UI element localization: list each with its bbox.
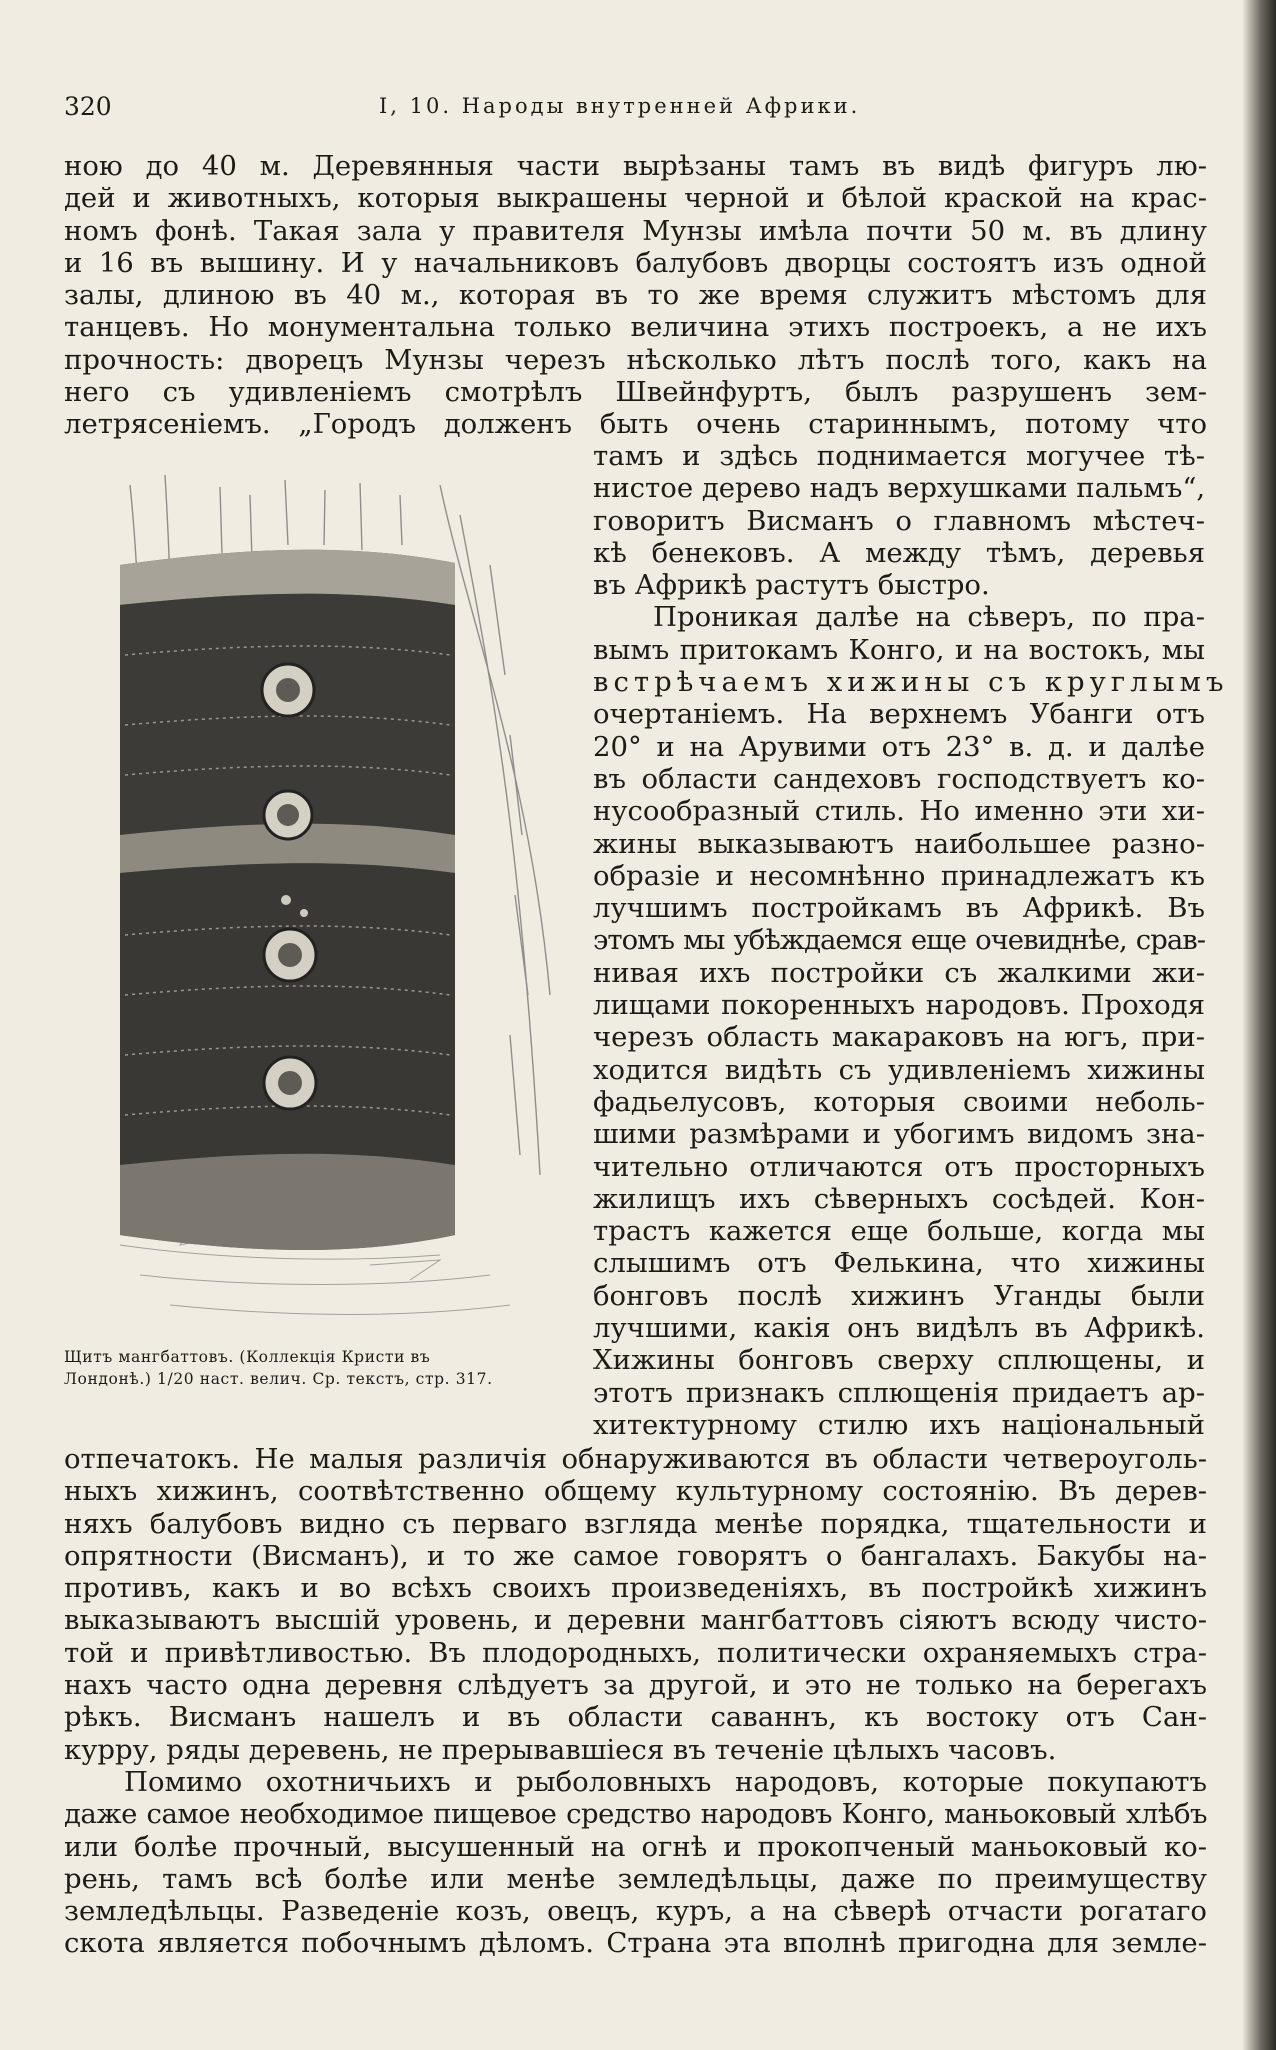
text-line: кѣ бенековъ. А между тѣмъ, деревья [593, 536, 1205, 569]
page-header [64, 92, 1214, 132]
text-line: залы, длиною въ 40 м., которая въ то же время служитъ мѣстомъ для [64, 279, 1207, 312]
text-line: этомъ мы убѣждаемся еще очевиднѣе, срав- [593, 924, 1205, 957]
text-line: шими размѣрами и убогимъ видомъ зна- [593, 1118, 1205, 1151]
text-line: въ Африкѣ растутъ быстро. [593, 569, 990, 602]
text-line: курру, ряды деревень, не прерывавшіеся въ теченіе цѣлыхъ часовъ. [64, 1733, 1057, 1766]
text-line: Хижины бонговъ сверху сплющены, и [593, 1344, 1205, 1377]
text-line: вымъ притокамъ Конго, и на востокъ, мы [593, 633, 1205, 666]
paragraph-top [64, 150, 1207, 441]
text-line: нистое дерево надъ верхушками пальмъ“, [593, 472, 1206, 505]
paragraph-right-column [593, 440, 1229, 1441]
text-line: нивая ихъ постройки съ жалкими жи- [593, 956, 1205, 989]
text-line: въ области сандеховъ господствуетъ ко- [593, 762, 1205, 795]
text-line: слышимъ отъ Фелькина, что хижины [593, 1247, 1205, 1280]
shield-icon [110, 475, 580, 1345]
running-head: I, 10. Народы внутренней Африки. [379, 94, 861, 118]
text-line: чительно отличаются отъ просторныхъ [593, 1150, 1205, 1183]
text-line: дей и животныхъ, которыя выкрашены черной и бѣлой краской на крас- [64, 182, 1207, 215]
text-line: или болѣе прочный, высушенный на огнѣ и прокопченый маньоковый ко- [64, 1830, 1207, 1863]
paragraph-bottom [64, 1443, 1207, 1766]
text-line: встрѣчаемъ хижины съ круглымъ [593, 666, 1229, 699]
text-line: номъ фонѣ. Такая зала у правителя Мунзы имѣла почти 50 м. въ длину [64, 214, 1207, 247]
text-line: земледѣльцы. Разведеніе козъ, овецъ, куръ, а на сѣверѣ отчасти рогатаго [64, 1895, 1207, 1928]
text-line: лучшимъ постройкамъ въ Африкѣ. Въ [593, 892, 1205, 925]
paragraph-last [64, 1766, 1207, 1960]
shield-illustration [110, 475, 580, 1345]
text-line: той и привѣтливостью. Въ плодородныхъ, политически охраняемыхъ стра- [64, 1636, 1207, 1669]
text-line: скота является побочнымъ дѣломъ. Страна эта вполнѣ пригодна для земле- [64, 1927, 1207, 1960]
caption-line: Лондонѣ.) 1/20 наст. велич. Ср. текстъ, стр. 317. [64, 1370, 493, 1388]
text-line: танцевъ. Но монументальна только величина этихъ построекъ, а не ихъ [64, 311, 1207, 344]
text-line: этотъ признакъ сплющенія придаетъ ар- [593, 1376, 1205, 1409]
text-line: фадьелусовъ, которыя своими неболь- [593, 1085, 1205, 1118]
text-line: черезъ область макараковъ на югъ, при- [593, 1021, 1205, 1054]
text-line: говоритъ Висманъ о главномъ мѣстеч- [593, 504, 1205, 537]
text-line: няхъ балубовъ видно съ перваго взгляда менѣе порядка, тщательности и [64, 1507, 1207, 1540]
text-line: ною до 40 м. Деревянныя части вырѣзаны тамъ въ видѣ фигуръ лю- [64, 150, 1207, 182]
text-line: тамъ и здѣсь поднимается могучее тѣ- [593, 440, 1205, 472]
text-line: нусообразный стиль. Но именно эти хи- [593, 795, 1205, 828]
text-line: очертаніемъ. На верхнемъ Убанги отъ [593, 698, 1205, 731]
text-line: трастъ кажется еще больше, когда мы [593, 1215, 1205, 1248]
text-line: него съ удивленіемъ смотрѣлъ Швейнфуртъ, былъ разрушенъ зем- [64, 376, 1207, 409]
text-line: хитектурному стилю ихъ національный [593, 1408, 1205, 1441]
text-line: нахъ часто одна деревня слѣдуетъ за другой, и это не только на берегахъ [64, 1669, 1207, 1702]
text-line: бонговъ послѣ хижинъ Уганды были [593, 1279, 1205, 1312]
text-line: опрятности (Висманъ), и то же самое говорятъ о бангалахъ. Бакубы на- [64, 1539, 1207, 1572]
text-line: Проникая далѣе на сѣверъ, по пра- [653, 601, 1205, 634]
text-line: летрясеніемъ. „Городъ долженъ быть очень стариннымъ, потому что [64, 408, 1207, 441]
page-number: 320 [64, 92, 112, 121]
text-line: отпечатокъ. Не малыя различія обнаруживаются въ области четвероуголь- [64, 1443, 1207, 1475]
text-line: образіе и несомнѣнно принадлежатъ къ [593, 859, 1205, 892]
text-line: прочность: дворецъ Мунзы черезъ нѣсколько лѣтъ послѣ того, какъ на [64, 343, 1207, 376]
text-line: лищами покоренныхъ народовъ. Проходя [593, 989, 1205, 1022]
text-line: лучшими, какія онъ видѣлъ въ Африкѣ. [593, 1312, 1205, 1345]
text-line: ныхъ хижинъ, соотвѣтственно общему культурному состоянію. Въ дерев- [64, 1475, 1207, 1508]
text-line: рень, тамъ всѣ болѣе или менѣе земледѣльцы, даже по преимуществу [64, 1862, 1207, 1895]
text-line: и 16 въ вышину. И у начальниковъ балубовъ дворцы состоятъ изъ одной [64, 246, 1207, 279]
text-line: жины выказываютъ наибольшее разно- [593, 827, 1205, 860]
text-line: жилищъ ихъ сѣверныхъ сосѣдей. Кон- [593, 1182, 1205, 1215]
text-line: 20° и на Арувими отъ 23° в. д. и далѣе [593, 730, 1205, 763]
text-line: даже самое необходимое пищевое средство народовъ Конго, маньоковый хлѣбъ [64, 1798, 1207, 1831]
text-line: противъ, какъ и во всѣхъ своихъ произведеніяхъ, въ постройкѣ хижинъ [64, 1572, 1207, 1605]
page-edge-shadow [1242, 0, 1276, 2050]
text-line: Помимо охотничьихъ и рыболовныхъ народовъ, которые покупаютъ [124, 1766, 1207, 1798]
text-line: рѣкъ. Висманъ нашелъ и въ области саваннъ, къ востоку отъ Сан- [64, 1701, 1207, 1734]
text-line: ходится видѣть съ удивленіемъ хижины [593, 1053, 1205, 1086]
figure-caption [64, 1346, 572, 1390]
text-line: выказываютъ высшій уровень, и деревни мангбаттовъ сіяютъ всюду чисто- [64, 1604, 1207, 1637]
caption-line: Щитъ мангбаттовъ. (Коллекція Кристи въ [64, 1348, 431, 1366]
